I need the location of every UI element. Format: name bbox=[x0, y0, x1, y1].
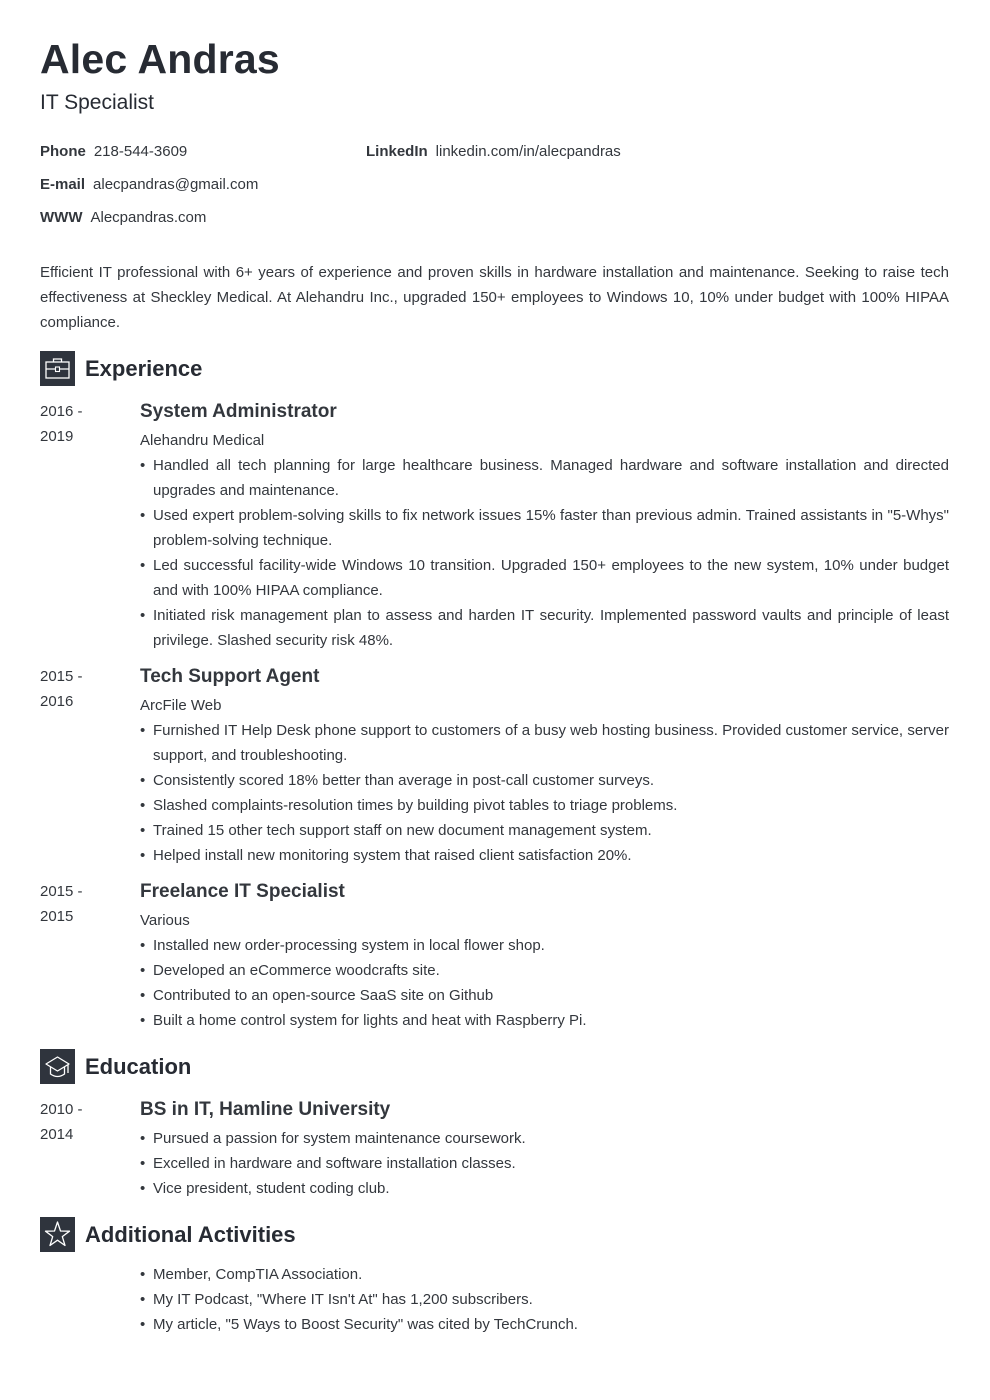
bullet-item: • Vice president, student coding club. bbox=[140, 1176, 949, 1201]
star-icon bbox=[40, 1217, 75, 1252]
bullet-item: • Slashed complaints-resolution times by building pivot tables to triage problems. bbox=[140, 793, 949, 818]
linkedin-value: linkedin.com/in/alecpandras bbox=[435, 143, 621, 160]
bullet-item: • Excelled in hardware and software installation classes. bbox=[140, 1151, 949, 1176]
job-dates bbox=[40, 399, 120, 449]
candidate-name: Alec Andras bbox=[40, 36, 280, 82]
job-dates bbox=[40, 879, 120, 929]
degree-title: BS in IT, Hamline University bbox=[140, 1099, 391, 1120]
job-title: IT Specialist bbox=[40, 91, 154, 114]
job-details bbox=[140, 664, 949, 868]
job-bullets bbox=[140, 933, 949, 1033]
education-dates bbox=[40, 1097, 120, 1147]
job-organization: ArcFile Web bbox=[140, 697, 222, 714]
professional-summary: Efficient IT professional with 6+ years of experience and proven skills in hardware installation and maintenance. Seeking to raise tech effectiveness at Sheckley Medical. At Alehandru Inc., upgraded 150+ employees to Windows 10, 10% under budget with 100% HIPAA compliance. bbox=[40, 264, 949, 331]
contact-email bbox=[40, 176, 258, 193]
email-label: E-mail bbox=[40, 176, 86, 193]
bullet-item: • Initiated risk management plan to assess and harden IT security. Implemented password vaults and principle of least privilege. Slashed security risk 48%. bbox=[140, 603, 949, 653]
activities-details bbox=[140, 1262, 949, 1337]
education-bullets bbox=[140, 1126, 949, 1201]
bullet-item: • Led successful facility-wide Windows 10 transition. Upgraded 150+ employees to the new system, 10% under budget and with 100% HIPAA compliance. bbox=[140, 553, 949, 603]
bullet-item: • Helped install new monitoring system that raised client satisfaction 20%. bbox=[140, 843, 949, 868]
job-bullets bbox=[140, 453, 949, 653]
bullet-item: • Furnished IT Help Desk phone support to customers of a busy web hosting business. Provided customer service, server support, and troubleshooting. bbox=[140, 718, 949, 768]
contact-phone bbox=[40, 143, 187, 160]
date-end: 2019 bbox=[40, 428, 74, 445]
website-value: Alecpandras.com bbox=[90, 209, 207, 226]
activities-bullets bbox=[140, 1262, 949, 1337]
job-role: System Administrator bbox=[140, 401, 337, 422]
email-value: alecpandras@gmail.com bbox=[93, 176, 259, 193]
date-end: 2015 bbox=[40, 908, 74, 925]
date-start: 2015 - bbox=[40, 883, 83, 900]
date-start: 2016 - bbox=[40, 403, 83, 420]
website-label: WWW bbox=[40, 209, 83, 226]
bullet-item: • Consistently scored 18% better than average in post-call customer surveys. bbox=[140, 768, 949, 793]
contact-website bbox=[40, 209, 206, 226]
job-details bbox=[140, 879, 949, 1033]
job-dates bbox=[40, 664, 120, 714]
date-start: 2010 - bbox=[40, 1101, 83, 1118]
job-details bbox=[140, 399, 949, 653]
bullet-item: • Built a home control system for lights and heat with Raspberry Pi. bbox=[140, 1008, 949, 1033]
contact-linkedin bbox=[366, 143, 621, 160]
job-bullets bbox=[140, 718, 949, 868]
briefcase-icon bbox=[40, 351, 75, 386]
bullet-item: • Used expert problem-solving skills to fix network issues 15% faster than previous admin. Trained assistants in "5-Whys" problem-solving technique. bbox=[140, 503, 949, 553]
date-start: 2015 - bbox=[40, 668, 83, 685]
education-heading: Education bbox=[85, 1054, 192, 1079]
bullet-item: • Trained 15 other tech support staff on new document management system. bbox=[140, 818, 949, 843]
date-end: 2014 bbox=[40, 1126, 74, 1143]
phone-value: 218-544-3609 bbox=[93, 143, 188, 160]
education-details bbox=[140, 1097, 949, 1201]
bullet-item: • Pursued a passion for system maintenance coursework. bbox=[140, 1126, 949, 1151]
job-organization: Alehandru Medical bbox=[140, 432, 265, 449]
job-role: Freelance IT Specialist bbox=[140, 881, 345, 902]
bullet-item: • Developed an eCommerce woodcrafts site. bbox=[140, 958, 949, 983]
bullet-item: • Installed new order-processing system in local flower shop. bbox=[140, 933, 949, 958]
bullet-item: • Member, CompTIA Association. bbox=[140, 1262, 949, 1287]
linkedin-label: LinkedIn bbox=[366, 143, 428, 160]
job-role: Tech Support Agent bbox=[140, 666, 320, 687]
bullet-item: • My IT Podcast, "Where IT Isn't At" has 1,200 subscribers. bbox=[140, 1287, 949, 1312]
bullet-item: • Contributed to an open-source SaaS site on Github bbox=[140, 983, 949, 1008]
experience-heading: Experience bbox=[85, 356, 203, 381]
date-end: 2016 bbox=[40, 693, 74, 710]
phone-label: Phone bbox=[40, 143, 86, 160]
bullet-item: • My article, "5 Ways to Boost Security" was cited by TechCrunch. bbox=[140, 1312, 949, 1337]
bullet-item: • Handled all tech planning for large healthcare business. Managed hardware and software installation and directed upgrades and maintenance. bbox=[140, 453, 949, 503]
graduation-cap-icon bbox=[40, 1049, 75, 1084]
job-organization: Various bbox=[140, 912, 190, 929]
activities-heading: Additional Activities bbox=[85, 1222, 296, 1247]
